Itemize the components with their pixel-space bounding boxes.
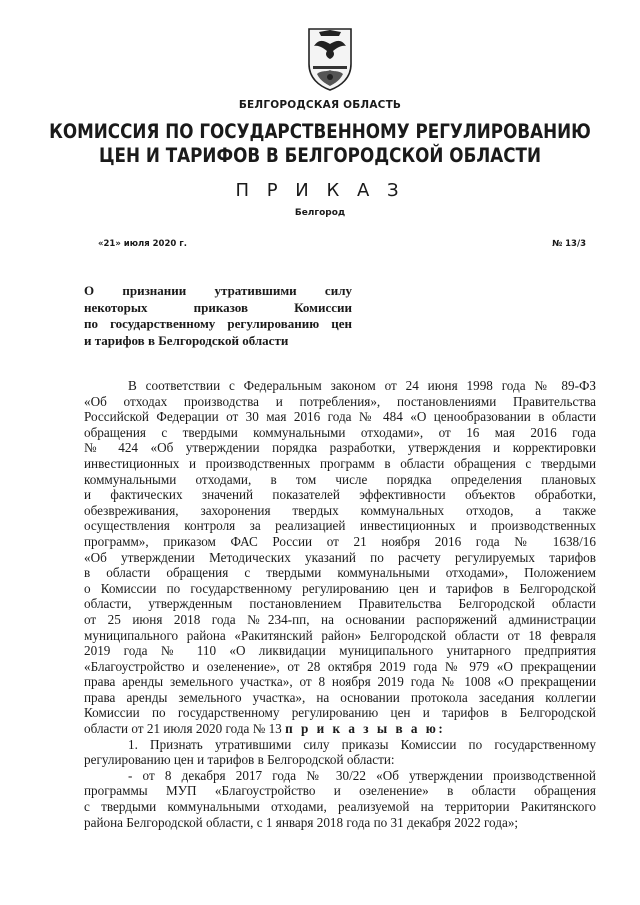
body-line: обращения с твердыми коммунальными отходами», от 16 мая 2016 года [84,424,596,440]
body-line-final [84,721,596,737]
item-1-line: - от 8 декабря 2017 года № 30/22 «Об утверждении производственной [128,767,596,783]
body-line-text: области от 21 июля 2020 года № 13 [84,721,282,737]
document-number: № 13/3 [551,239,586,249]
commission-title [45,120,595,168]
body-line: коммунальными отходами, в том числе порядка определения плановых [84,471,596,487]
point-1-line: регулированию цен и тарифов в Белгородской области: [84,752,395,768]
body-line: Российской Федерации от 30 мая 2016 года № 484 «О ценообразовании в области [84,409,596,425]
subject-line: и тарифов в Белгородской области [84,332,289,348]
body-line: от 25 июня 2018 года №234-пп, на основании распоряжений администрации [84,611,596,627]
item-1-line: района Белгородской области, с 1 января 2018 года по 31 декабря 2022 года»; [84,814,519,830]
subject-line: О признании утратившими силу [84,283,352,298]
body-line: «Благоустройство и озеленение», от 28 октября 2019 года № 979 «О прекращении [84,658,596,674]
body-line: В соответствии с Федеральным законом от 24 июня 1998 года № 89-ФЗ [128,378,596,393]
item-1-line: программы МУП «Благоустройство и озеленение» в области обращения [84,783,596,799]
document-subject [84,283,352,349]
subject-line: некоторых приказов Комиссии [84,299,352,315]
body-line: области, утвержденным постановлением Правительства Белгородской области [84,596,596,612]
city-name: Белгород [294,208,346,218]
commission-title-line-2: ЦЕН И ТАРИФОВ В БЕЛГОРОДСКОЙ ОБЛАСТИ [98,144,542,167]
region-name: БЕЛГОРОДСКАЯ ОБЛАСТЬ [238,99,402,111]
body-line: о Комиссии по государственному регулированию цен и тарифов в Белгородской [84,580,596,596]
subject-line: по государственному регулированию цен [84,316,352,331]
body-line: и фактических значений показателей эффективности объектов обработки, [84,487,596,503]
document-date: «21» июля 2020 г. [98,239,187,249]
commission-title-line-1: КОМИССИЯ ПО ГОСУДАРСТВЕННОМУ РЕГУЛИРОВАНИЮ [49,120,591,143]
body-line: «Об отходах производства и потребления», постановлениями Правительства [84,393,596,409]
document-body [84,378,596,830]
body-line: права аренды земельного участка», на основании протокола заседания коллегии [84,689,596,705]
body-line: муниципального района «Ракитянский район» Белгородской области от 18 февраля [84,627,596,643]
document-type: П Р И К А З [235,180,405,201]
body-line: № 424 «Об утверждении порядка разработки, утверждения и корректировки [84,440,596,456]
point-1-line: 1. Признать утратившими силу приказы Комиссии по государственному [128,736,596,752]
coat-of-arms-emblem [305,26,355,92]
body-line: инвестиционных и производственных программ в области обращения с твердыми [84,455,596,471]
body-line: обезвреживания, захоронения твердых коммунальных отходов, а также [84,502,596,518]
body-line: в области обращения с твердыми коммунальными отходами», Положением [84,565,596,581]
order-word: п р и к а з ы в а ю: [285,721,446,737]
body-line: 2019 года № 110 «О ликвидации муниципального унитарного предприятия [84,643,596,659]
body-line: «Об утверждении Методических указаний по расчету регулируемых тарифов [84,549,596,565]
body-line: права аренды земельного участка», от 8 ноября 2019 года № 1008 «О прекращении [84,674,596,690]
body-line: Комиссии по государственному регулированию цен и тарифов в Белгородской [84,705,596,721]
item-1-line: с твердыми коммунальными отходами, реализуемой на территории Ракитянского [84,799,596,815]
body-line: программ», приказом ФАС России от 21 ноября 2016 года № 1638/16 [84,533,596,549]
body-line: осуществления контроля за реализацией инвестиционных и производственных [84,518,596,534]
